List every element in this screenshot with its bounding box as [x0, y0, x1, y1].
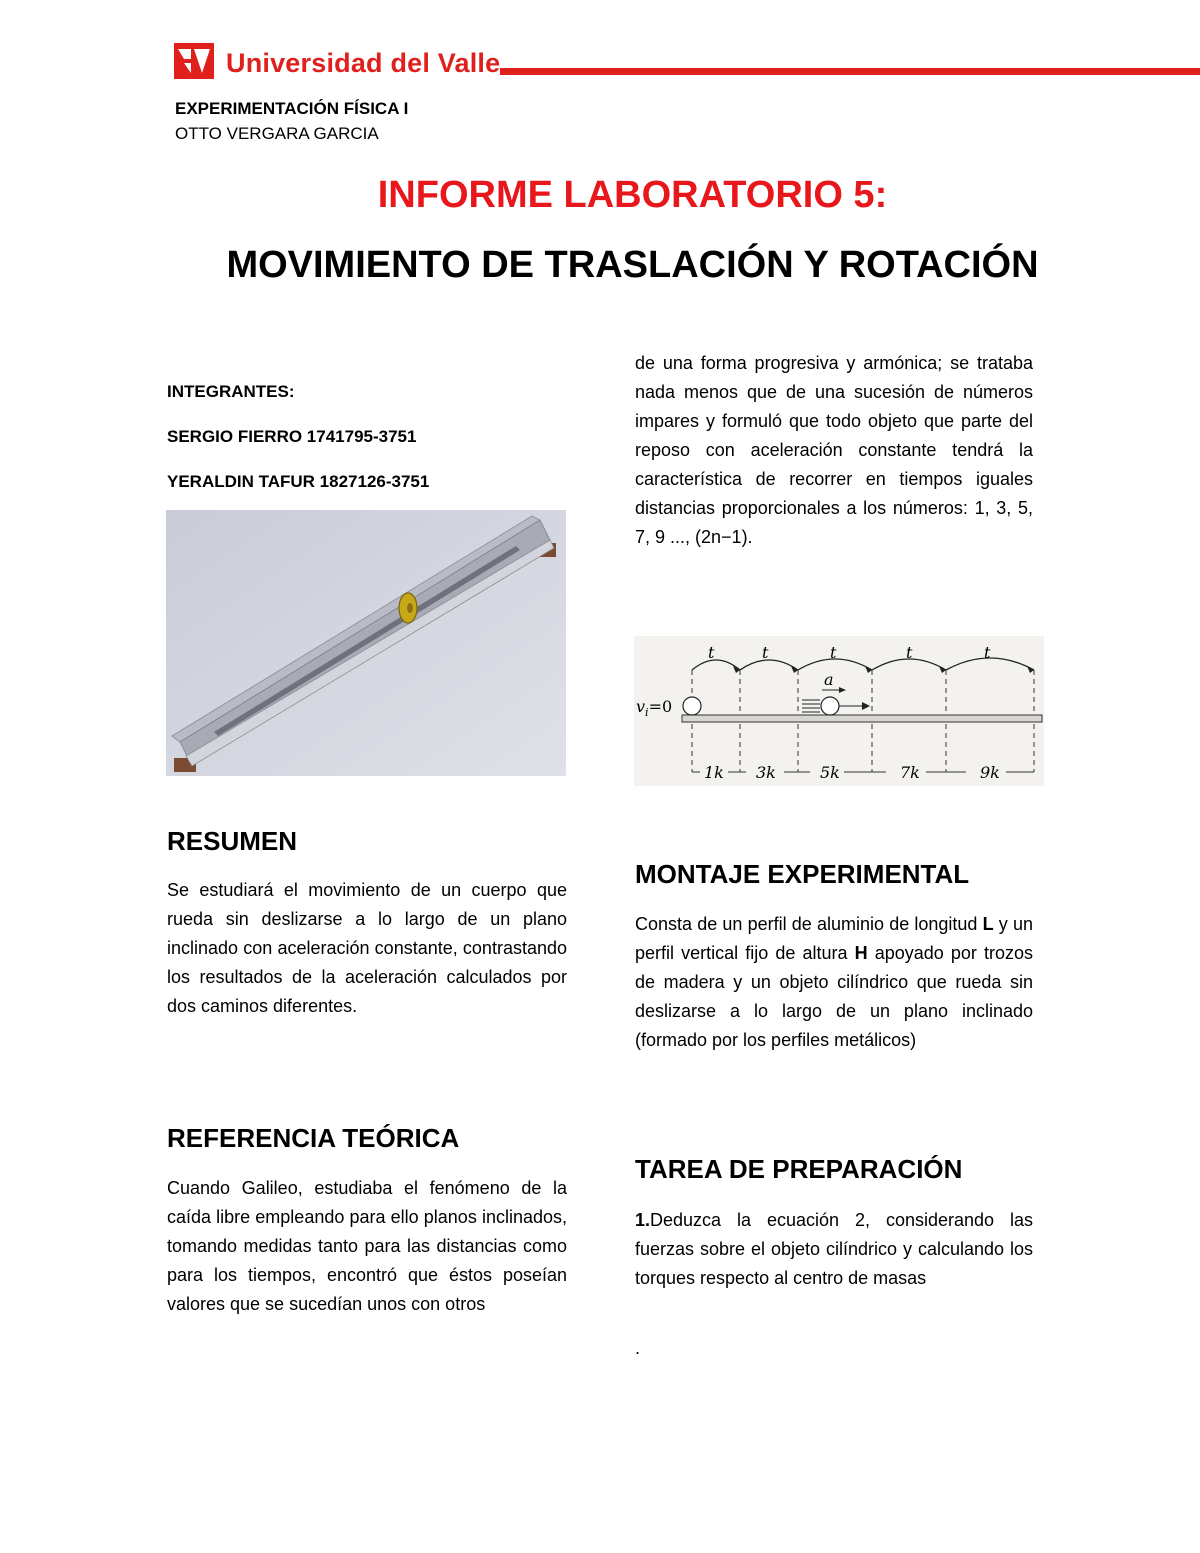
- t-label-2: t: [762, 643, 769, 662]
- k-label-4: 7k: [900, 763, 920, 782]
- k-label-3: 5k: [820, 763, 840, 782]
- montaje-heading: MONTAJE EXPERIMENTAL: [635, 859, 970, 889]
- teacher-name: OTTO VERGARA GARCIA: [175, 124, 379, 143]
- resumen-text: Se estudiará el movimiento de un cuerpo que rueda sin deslizarse a lo largo de un plano inclinado con aceleración constante, contrastando los resultados de la aceleración calculados por dos caminos diferentes.: [167, 880, 567, 1016]
- question-number: 1.: [635, 1210, 651, 1230]
- montaje-text: Consta de un perfil de aluminio de longitud L y un perfil vertical fijo de altura H apoyado por trozos de madera y un objeto cilíndrico que rueda sin deslizarse a lo largo de un plano inclinado (formado por los perfiles metálicos): [635, 914, 1033, 1050]
- length-symbol: L: [982, 914, 994, 934]
- university-name: Universidad del Valle: [226, 48, 501, 78]
- t-label-1: t: [708, 643, 715, 662]
- k-label-2: 3k: [756, 763, 776, 782]
- k-label-1: 1k: [704, 763, 724, 782]
- referencia-text: Cuando Galileo, estudiaba el fenómeno de la caída libre empleando para ello planos inclinados, tomando medidas tanto para las distancias como para los tiempos, encontró que éstos poseían valores que se sucedían unos con otros: [167, 1178, 567, 1314]
- galileo-diagram: [634, 636, 1044, 786]
- v-label: $v_i=0$: [636, 697, 673, 719]
- report-title: INFORME LABORATORIO 5:: [377, 174, 888, 216]
- member-2: YERALDIN TAFUR 1827126-3751: [167, 472, 430, 491]
- t-label-3: t: [830, 643, 837, 662]
- trailing-dot: .: [635, 1338, 641, 1358]
- t-label-4: t: [906, 643, 913, 662]
- t-label-5: t: [984, 643, 991, 662]
- inclined-plane-image: [166, 510, 566, 776]
- member-1: SERGIO FIERRO 1741795-3751: [167, 427, 417, 446]
- tarea-text: 1.Deduzca la ecuación 2, considerando las fuerzas sobre el objeto cilíndrico y calculando los torques respecto al centro de masas: [635, 1210, 1033, 1288]
- a-label: a: [824, 670, 834, 689]
- university-logo: [174, 43, 214, 79]
- tarea-heading: TAREA DE PREPARACIÓN: [635, 1154, 963, 1184]
- resumen-heading: RESUMEN: [167, 826, 298, 856]
- course-name: EXPERIMENTACIÓN FÍSICA I: [175, 99, 409, 118]
- referencia-heading: REFERENCIA TEÓRICA: [167, 1123, 460, 1153]
- header-rule: [500, 68, 1200, 75]
- k-label-5: 9k: [980, 763, 1000, 782]
- report-subtitle: MOVIMIENTO DE TRASLACIÓN Y ROTACIÓN: [226, 244, 1039, 286]
- referencia-continuation: de una forma progresiva y armónica; se trataba nada menos que de una sucesión de números impares y formuló que todo objeto que parte del reposo con aceleración constante tendrá la característica de recorrer en tiempos iguales distancias proporcionales a los números: 1, 3, 5, 7, 9 ..., (2n−1).: [635, 353, 1033, 547]
- height-symbol: H: [854, 943, 868, 963]
- members-label: INTEGRANTES:: [167, 382, 295, 401]
